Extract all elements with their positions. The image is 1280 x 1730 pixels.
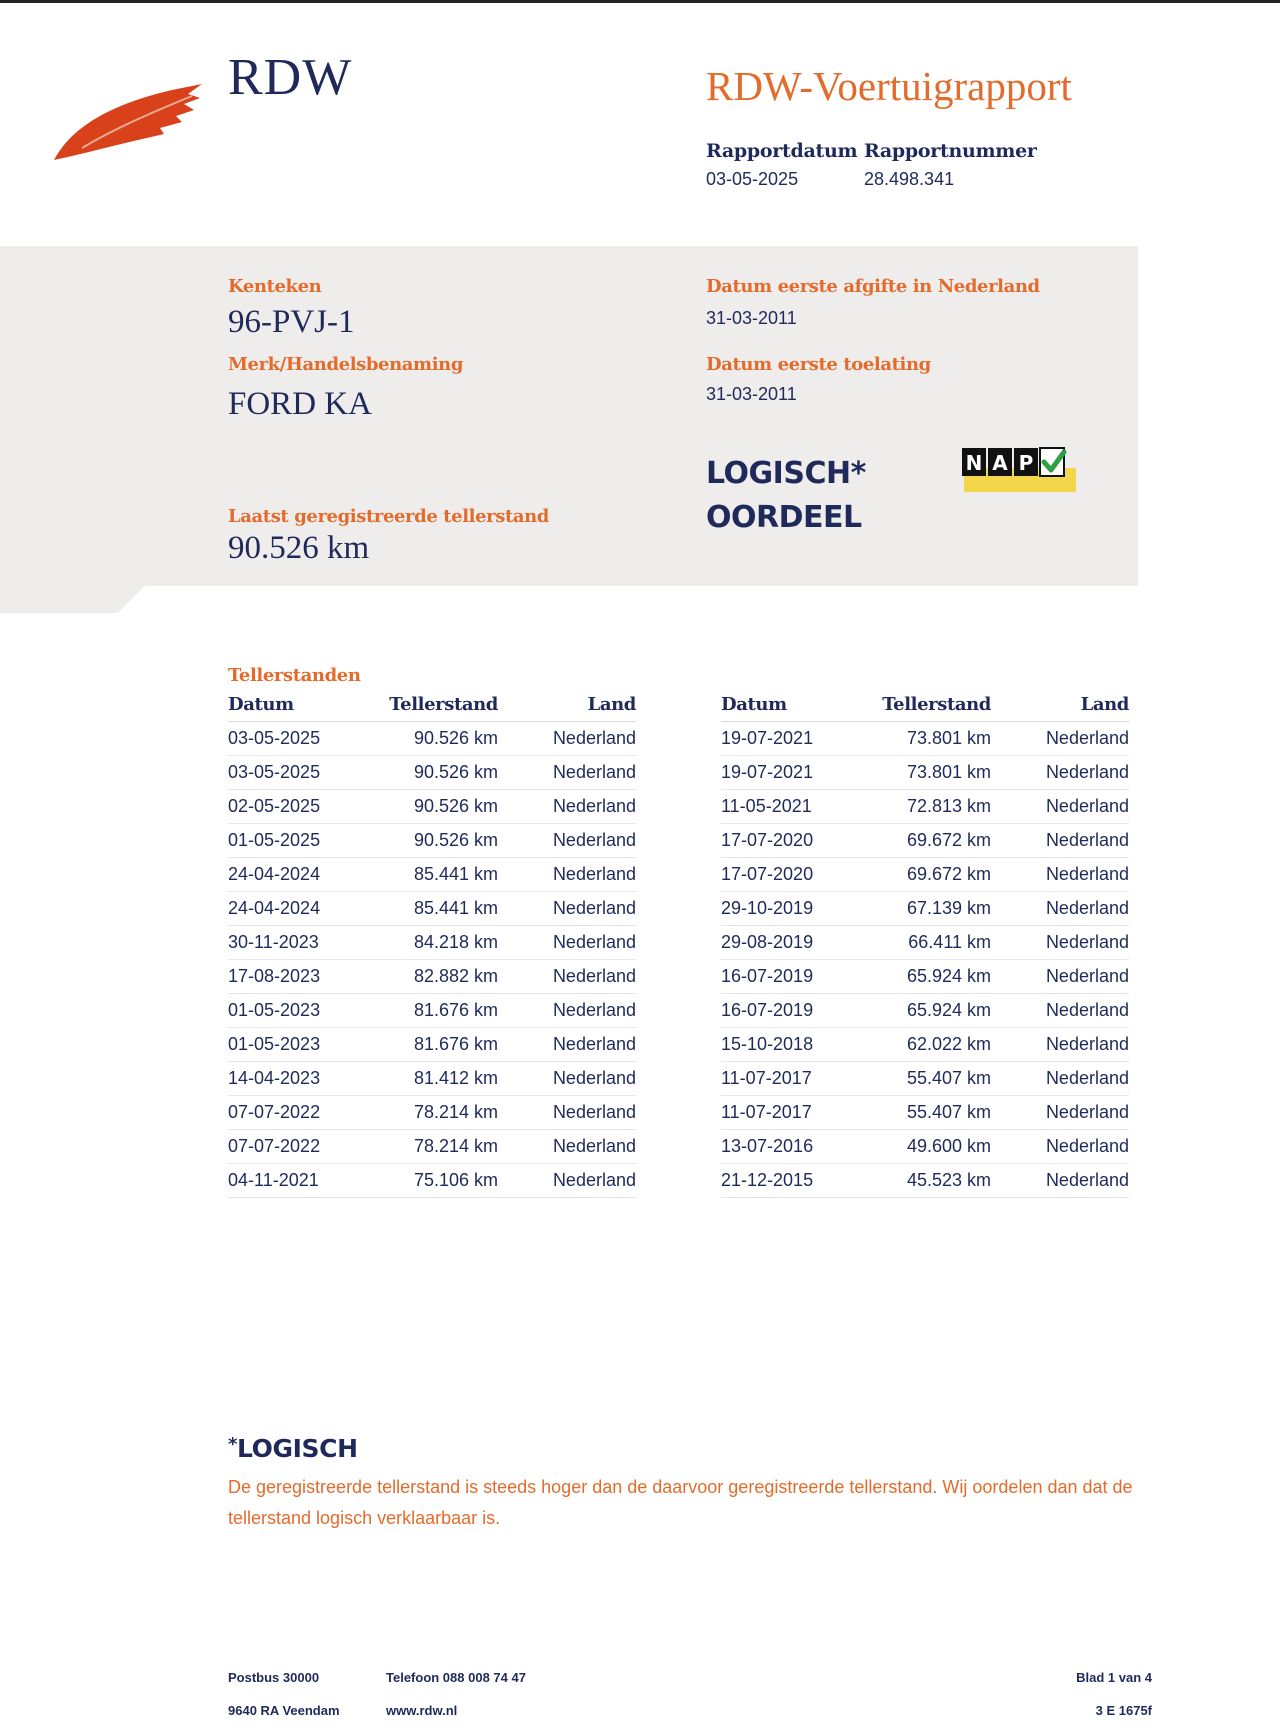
row-country: Nederland bbox=[991, 790, 1129, 824]
footer-code: 3 E 1675f bbox=[1095, 1703, 1152, 1718]
footnote-title-text: LOGISCH bbox=[237, 1434, 358, 1463]
first-issue-nl-label: Datum eerste afgifte in Nederland bbox=[706, 276, 1040, 297]
table-row bbox=[721, 1062, 1129, 1096]
col-reading-header: Tellerstand bbox=[368, 694, 498, 722]
row-date: 29-10-2019 bbox=[721, 892, 861, 926]
nap-letter-n: N bbox=[965, 451, 983, 475]
verdict-line-2: OORDEEL bbox=[706, 500, 862, 535]
row-country: Nederland bbox=[498, 1028, 636, 1062]
row-date: 15-10-2018 bbox=[721, 1028, 861, 1062]
table-row bbox=[721, 960, 1129, 994]
table-row bbox=[721, 1130, 1129, 1164]
row-country: Nederland bbox=[991, 892, 1129, 926]
row-country: Nederland bbox=[498, 926, 636, 960]
row-reading: 85.441 km bbox=[368, 858, 498, 892]
table-row bbox=[228, 994, 636, 1028]
footer-postbus: Postbus 30000 bbox=[228, 1670, 320, 1685]
footer-address: 9640 RA Veendam bbox=[228, 1703, 340, 1718]
row-reading: 67.139 km bbox=[861, 892, 991, 926]
first-issue-nl-value: 31-03-2011 bbox=[706, 308, 797, 328]
table-row bbox=[228, 1062, 636, 1096]
row-country: Nederland bbox=[991, 756, 1129, 790]
row-country: Nederland bbox=[498, 994, 636, 1028]
row-date: 11-07-2017 bbox=[721, 1062, 861, 1096]
row-country: Nederland bbox=[991, 994, 1129, 1028]
odometer-rows-right bbox=[721, 722, 1129, 1198]
table-row bbox=[228, 1130, 636, 1164]
row-reading: 62.022 km bbox=[861, 1028, 991, 1062]
row-reading: 90.526 km bbox=[368, 722, 498, 756]
footer-website[interactable]: www.rdw.nl bbox=[386, 1703, 458, 1718]
table-row bbox=[228, 858, 636, 892]
row-date: 07-07-2022 bbox=[228, 1096, 368, 1130]
report-title: RDW-Voertuigrapport bbox=[706, 63, 1072, 109]
row-reading: 84.218 km bbox=[368, 926, 498, 960]
report-date-label: Rapportdatum bbox=[706, 140, 858, 162]
row-country: Nederland bbox=[498, 1096, 636, 1130]
table-row bbox=[721, 790, 1129, 824]
row-reading: 75.106 km bbox=[368, 1164, 498, 1198]
row-date: 24-04-2024 bbox=[228, 892, 368, 926]
table-row bbox=[228, 1028, 636, 1062]
table-row bbox=[721, 994, 1129, 1028]
row-date: 30-11-2023 bbox=[228, 926, 368, 960]
row-reading: 65.924 km bbox=[861, 960, 991, 994]
nap-letter-a: A bbox=[992, 451, 1008, 475]
table-row bbox=[721, 1096, 1129, 1130]
row-reading: 69.672 km bbox=[861, 824, 991, 858]
row-reading: 49.600 km bbox=[861, 1130, 991, 1164]
col-country-header: Land bbox=[498, 694, 636, 722]
table-row bbox=[721, 1028, 1129, 1062]
col-reading-header: Tellerstand bbox=[861, 694, 991, 722]
report-number-label: Rapportnummer bbox=[864, 140, 1037, 162]
odometer-table-left bbox=[228, 694, 636, 1198]
row-country: Nederland bbox=[498, 756, 636, 790]
first-admission-label: Datum eerste toelating bbox=[706, 354, 931, 375]
table-row bbox=[721, 926, 1129, 960]
odometer-rows-left bbox=[228, 722, 636, 1198]
row-date: 01-05-2023 bbox=[228, 994, 368, 1028]
table-row bbox=[721, 756, 1129, 790]
nap-logo-icon bbox=[960, 446, 1078, 494]
verdict bbox=[706, 452, 866, 540]
row-country: Nederland bbox=[498, 1164, 636, 1198]
row-reading: 81.676 km bbox=[368, 1028, 498, 1062]
row-country: Nederland bbox=[498, 824, 636, 858]
row-country: Nederland bbox=[991, 960, 1129, 994]
row-date: 01-05-2023 bbox=[228, 1028, 368, 1062]
table-row bbox=[228, 926, 636, 960]
row-reading: 81.412 km bbox=[368, 1062, 498, 1096]
row-date: 17-08-2023 bbox=[228, 960, 368, 994]
verdict-line-1: LOGISCH* bbox=[706, 456, 866, 491]
report-date-value: 03-05-2025 bbox=[706, 169, 799, 189]
row-date: 19-07-2021 bbox=[721, 722, 861, 756]
row-country: Nederland bbox=[991, 824, 1129, 858]
table-row bbox=[228, 824, 636, 858]
table-row bbox=[721, 858, 1129, 892]
row-date: 11-05-2021 bbox=[721, 790, 861, 824]
table-row bbox=[228, 1096, 636, 1130]
row-reading: 65.924 km bbox=[861, 994, 991, 1028]
odometer-table-right bbox=[721, 694, 1129, 1198]
row-reading: 90.526 km bbox=[368, 756, 498, 790]
row-date: 21-12-2015 bbox=[721, 1164, 861, 1198]
table-row bbox=[721, 1164, 1129, 1198]
col-country-header: Land bbox=[991, 694, 1129, 722]
row-reading: 82.882 km bbox=[368, 960, 498, 994]
row-country: Nederland bbox=[498, 858, 636, 892]
footer-page-number: Blad 1 van 4 bbox=[1076, 1670, 1152, 1685]
row-reading: 78.214 km bbox=[368, 1096, 498, 1130]
row-reading: 45.523 km bbox=[861, 1164, 991, 1198]
row-country: Nederland bbox=[498, 722, 636, 756]
row-country: Nederland bbox=[498, 790, 636, 824]
row-date: 19-07-2021 bbox=[721, 756, 861, 790]
row-country: Nederland bbox=[498, 1130, 636, 1164]
plate-label: Kenteken bbox=[228, 276, 322, 297]
row-date: 03-05-2025 bbox=[228, 722, 368, 756]
odometer-section-title: Tellerstanden bbox=[228, 665, 361, 686]
row-date: 16-07-2019 bbox=[721, 960, 861, 994]
row-country: Nederland bbox=[991, 722, 1129, 756]
row-country: Nederland bbox=[991, 926, 1129, 960]
row-reading: 73.801 km bbox=[861, 722, 991, 756]
row-country: Nederland bbox=[991, 1062, 1129, 1096]
row-reading: 66.411 km bbox=[861, 926, 991, 960]
table-row bbox=[228, 756, 636, 790]
row-country: Nederland bbox=[498, 960, 636, 994]
row-country: Nederland bbox=[991, 1028, 1129, 1062]
first-admission-value: 31-03-2011 bbox=[706, 384, 797, 404]
row-date: 17-07-2020 bbox=[721, 824, 861, 858]
row-country: Nederland bbox=[991, 1130, 1129, 1164]
row-date: 14-04-2023 bbox=[228, 1062, 368, 1096]
footer-phone: Telefoon 088 008 74 47 bbox=[386, 1670, 526, 1685]
table-row bbox=[721, 892, 1129, 926]
row-country: Nederland bbox=[991, 1164, 1129, 1198]
footnote-text: De geregistreerde tellerstand is steeds hoger dan de daarvoor geregistreerde tellerstand. Wij oordelen dan dat de tellerstand logisch verklaarbaar is. bbox=[228, 1477, 1133, 1528]
row-country: Nederland bbox=[991, 858, 1129, 892]
col-date-header: Datum bbox=[721, 694, 861, 722]
vehicle-summary-panel bbox=[0, 246, 1138, 586]
row-reading: 81.676 km bbox=[368, 994, 498, 1028]
table-row bbox=[721, 824, 1129, 858]
last-odometer-value: 90.526 km bbox=[228, 530, 370, 566]
row-date: 04-11-2021 bbox=[228, 1164, 368, 1198]
row-date: 16-07-2019 bbox=[721, 994, 861, 1028]
row-reading: 90.526 km bbox=[368, 790, 498, 824]
row-date: 01-05-2025 bbox=[228, 824, 368, 858]
row-reading: 90.526 km bbox=[368, 824, 498, 858]
table-row bbox=[228, 892, 636, 926]
row-reading: 72.813 km bbox=[861, 790, 991, 824]
panel-notch bbox=[0, 586, 145, 613]
top-rule bbox=[0, 0, 1280, 3]
table-row bbox=[228, 960, 636, 994]
row-date: 17-07-2020 bbox=[721, 858, 861, 892]
row-date: 02-05-2025 bbox=[228, 790, 368, 824]
table-row bbox=[228, 790, 636, 824]
nap-letter-p: P bbox=[1018, 451, 1034, 475]
row-reading: 69.672 km bbox=[861, 858, 991, 892]
table-row bbox=[228, 722, 636, 756]
report-number-value: 28.498.341 bbox=[864, 169, 955, 189]
footnote-star: * bbox=[228, 1434, 238, 1455]
row-date: 24-04-2024 bbox=[228, 858, 368, 892]
row-date: 07-07-2022 bbox=[228, 1130, 368, 1164]
row-country: Nederland bbox=[498, 892, 636, 926]
row-country: Nederland bbox=[991, 1096, 1129, 1130]
footnote-title bbox=[228, 1434, 358, 1463]
row-date: 13-07-2016 bbox=[721, 1130, 861, 1164]
row-reading: 55.407 km bbox=[861, 1096, 991, 1130]
plate-value: 96-PVJ-1 bbox=[228, 304, 355, 340]
table-row bbox=[228, 1164, 636, 1198]
row-country: Nederland bbox=[498, 1062, 636, 1096]
rdw-logo-icon bbox=[52, 80, 204, 164]
make-value: FORD KA bbox=[228, 386, 372, 422]
make-label: Merk/Handelsbenaming bbox=[228, 354, 464, 375]
row-reading: 55.407 km bbox=[861, 1062, 991, 1096]
row-reading: 85.441 km bbox=[368, 892, 498, 926]
last-odometer-label: Laatst geregistreerde tellerstand bbox=[228, 506, 549, 527]
row-reading: 73.801 km bbox=[861, 756, 991, 790]
col-date-header: Datum bbox=[228, 694, 368, 722]
report-date-block bbox=[706, 140, 857, 190]
row-date: 29-08-2019 bbox=[721, 926, 861, 960]
brand-name: RDW bbox=[228, 49, 353, 106]
table-row bbox=[721, 722, 1129, 756]
row-date: 03-05-2025 bbox=[228, 756, 368, 790]
table-header-row bbox=[721, 694, 1129, 722]
report-number-block bbox=[864, 140, 1037, 190]
row-reading: 78.214 km bbox=[368, 1130, 498, 1164]
table-header-row bbox=[228, 694, 636, 722]
row-date: 11-07-2017 bbox=[721, 1096, 861, 1130]
